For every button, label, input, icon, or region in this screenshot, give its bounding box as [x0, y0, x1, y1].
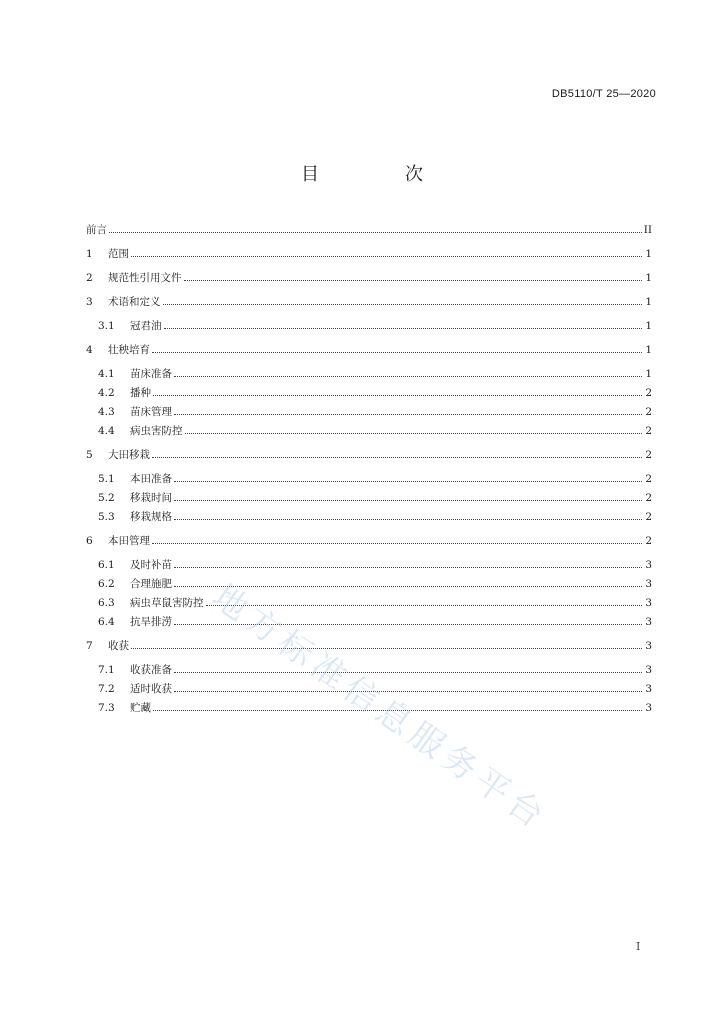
toc-entry-label: 规范性引用文件: [108, 272, 182, 284]
toc-entry-page: 2: [645, 449, 652, 461]
toc-entry-number: 4.3: [98, 406, 115, 418]
toc-entry-page: 3: [645, 597, 652, 609]
toc-dot-leader: [174, 481, 642, 482]
toc-entry[interactable]: [86, 638, 652, 657]
toc-entry-page: 3: [645, 640, 652, 652]
toc-entry-label: 苗床准备: [130, 368, 172, 380]
toc-entry-label: 收获: [108, 640, 129, 652]
toc-entry-page: 2: [645, 473, 652, 485]
document-code: DB5110/T 25—2020: [551, 88, 656, 100]
toc-entry-label: 本田准备: [130, 473, 172, 485]
toc-entry-page: 1: [645, 320, 652, 332]
toc-entry-number: 7.1: [98, 664, 115, 676]
toc-dot-leader: [174, 414, 642, 415]
toc-entry-number: 6: [86, 535, 93, 547]
toc-dot-leader: [185, 433, 643, 434]
toc-entry-number: 5: [86, 449, 93, 461]
toc-entry-page: 3: [645, 578, 652, 590]
toc-entry-page: 1: [645, 296, 652, 308]
toc-entry-page: 3: [645, 559, 652, 571]
toc-entry-number: 2: [86, 272, 93, 284]
toc-dot-leader: [174, 567, 642, 568]
watermark: 地方标准信息服务平台: [204, 576, 556, 839]
toc-entry-label: 贮藏: [130, 702, 151, 714]
toc-entry[interactable]: [86, 404, 652, 423]
toc-entry-page: 2: [645, 425, 652, 437]
toc-entry-label: 合理施肥: [130, 578, 172, 590]
toc-dot-leader: [174, 376, 642, 377]
toc-dot-leader: [131, 256, 642, 257]
toc-entry[interactable]: [86, 509, 652, 528]
toc-entry-page: 2: [645, 406, 652, 418]
table-of-contents: [86, 222, 652, 719]
toc-entry-label: 本田管理: [108, 535, 150, 547]
toc-entry-page: 2: [645, 387, 652, 399]
toc-entry-label: 适时收获: [130, 683, 172, 695]
toc-entry-label: 病虫害防控: [130, 425, 183, 437]
toc-entry[interactable]: [86, 385, 652, 404]
toc-dot-leader: [152, 352, 642, 353]
toc-dot-leader: [164, 328, 643, 329]
toc-entry-label: 大田移栽: [108, 449, 150, 461]
toc-entry-label: 病虫草鼠害防控: [130, 597, 204, 609]
toc-entry-page: 2: [645, 492, 652, 504]
toc-dot-leader: [109, 232, 642, 233]
toc-dot-leader: [174, 519, 642, 520]
toc-entry-number: 4.4: [98, 425, 115, 437]
toc-entry-label: 移栽规格: [130, 511, 172, 523]
toc-entry[interactable]: [86, 557, 652, 576]
toc-dot-leader: [184, 280, 643, 281]
toc-entry-number: 1: [86, 248, 93, 260]
toc-entry[interactable]: [86, 222, 652, 241]
toc-entry-label: 范围: [108, 248, 129, 260]
toc-dot-leader: [153, 395, 642, 396]
toc-entry-label: 术语和定义: [108, 296, 161, 308]
toc-entry[interactable]: [86, 246, 652, 265]
toc-dot-leader: [174, 500, 642, 501]
toc-entry-page: 1: [645, 344, 652, 356]
toc-entry-page: 2: [645, 511, 652, 523]
toc-entry-page: 1: [645, 368, 652, 380]
page-title: 目 次: [301, 164, 457, 185]
toc-entry-number: 5.1: [98, 473, 115, 485]
toc-entry-number: 4.2: [98, 387, 115, 399]
toc-entry-number: 6.2: [98, 578, 115, 590]
toc-entry-label: 抗旱排涝: [130, 616, 172, 628]
toc-entry-label: 移栽时间: [130, 492, 172, 504]
toc-entry[interactable]: [86, 270, 652, 289]
toc-entry-page: 1: [645, 272, 652, 284]
toc-entry[interactable]: [86, 366, 652, 385]
toc-entry[interactable]: [86, 533, 652, 552]
toc-entry-number: 6.1: [98, 559, 115, 571]
toc-entry-page: 1: [645, 248, 652, 260]
toc-entry[interactable]: [86, 471, 652, 490]
toc-entry-number: 6.3: [98, 597, 115, 609]
toc-entry-number: 4.1: [98, 368, 115, 380]
toc-entry-number: 7.3: [98, 702, 115, 714]
toc-entry-number: 7: [86, 640, 93, 652]
toc-entry-label: 及时补苗: [130, 559, 172, 571]
toc-entry-page: 3: [645, 616, 652, 628]
toc-entry-page: 3: [645, 664, 652, 676]
toc-entry-page: 3: [645, 702, 652, 714]
toc-dot-leader: [174, 691, 642, 692]
toc-entry-label: 播种: [130, 387, 151, 399]
toc-entry-number: 3: [86, 296, 93, 308]
toc-dot-leader: [131, 648, 642, 649]
toc-entry-number: 4: [86, 344, 93, 356]
toc-entry-page: 2: [645, 535, 652, 547]
toc-entry-label: 壮秧培育: [108, 344, 150, 356]
toc-entry-number: 6.4: [98, 616, 115, 628]
toc-entry-label: 苗床管理: [130, 406, 172, 418]
toc-entry[interactable]: [86, 576, 652, 595]
toc-entry[interactable]: [86, 447, 652, 466]
toc-entry-label: 收获准备: [130, 664, 172, 676]
toc-entry-number: 5.3: [98, 511, 115, 523]
page-number: I: [636, 940, 641, 953]
toc-entry[interactable]: [86, 423, 652, 442]
toc-entry-number: 7.2: [98, 683, 115, 695]
toc-dot-leader: [163, 304, 643, 305]
toc-entry-page: II: [643, 224, 652, 236]
toc-entry[interactable]: [86, 614, 652, 633]
toc-entry-number: 3.1: [98, 320, 115, 332]
toc-dot-leader: [174, 672, 642, 673]
toc-entry[interactable]: [86, 595, 652, 614]
toc-dot-leader: [152, 543, 642, 544]
toc-entry-page: 3: [645, 683, 652, 695]
toc-entry-label: 冠君油: [130, 320, 162, 332]
toc-entry-number: 5.2: [98, 492, 115, 504]
toc-dot-leader: [152, 457, 642, 458]
toc-entry[interactable]: [86, 342, 652, 361]
toc-entry[interactable]: [86, 318, 652, 337]
toc-entry[interactable]: [86, 490, 652, 509]
toc-entry-label: 前言: [86, 224, 107, 236]
toc-entry[interactable]: [86, 294, 652, 313]
